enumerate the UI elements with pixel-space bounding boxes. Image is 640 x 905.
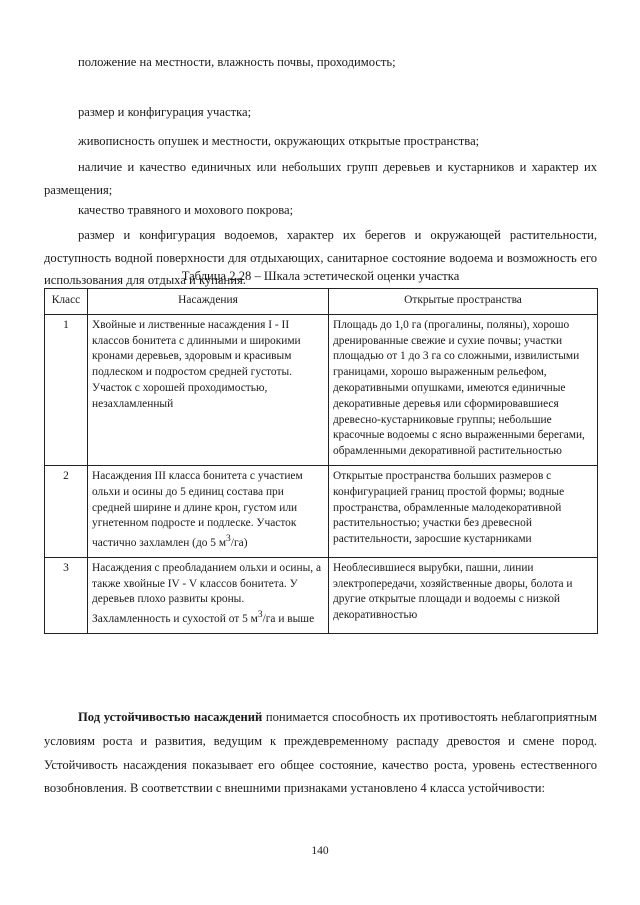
superscript: 3 [257,610,263,621]
stands-text: Насаждения III класса бонитета с участием ольхи и осины до 5 единиц состава при средней ширине и длине крон, густом или угнетенном подросте и подлеске. Участок частично захламлен (до 5 м [92,469,303,549]
stands-text: Насаждения с преобладанием ольхи и осины, а также хвойные IV - V классов бонитета. У деревьев плохо развиты кроны. Захламленность и сухостой от 5 м [92,561,322,625]
table-caption: Таблица 2.28 – Шкала эстетической оценки участка [181,269,460,283]
open-space-cell: Открытые пространства больших размеров с конфигурацией границ простой формы; водные пространства, обрамленные малодекоративной растительностью; участки без древесной растительности, заросшие кустарниками [329,465,598,557]
stability-paragraph [44,706,597,801]
class-cell: 2 [45,465,88,557]
open-space-cell: Необлесившиеся вырубки, пашни, линии электропередачи, хозяйственные дворы, болота и другие открытые площади и водоемы с низкой декоративностью [329,557,598,633]
header-class: Класс [45,289,88,315]
class-cell: 1 [45,314,88,465]
aesthetic-scale-table [44,288,598,634]
stability-text: понимается способность их противостоять неблагоприятным условиям роста и развития, ведущим к преждевременному распаду древостоя и смене пород. Устойчивость насаждения показывает его общее состояние, качество роста, уровень естественного возобновления. В соответствии с внешними признаками установлено 4 класса устойчивости: [44,710,597,796]
stands-text-end: /га и выше [262,612,315,625]
table-row [45,557,598,633]
criterion-trees: наличие и качество единичных или небольших групп деревьев и кустарников и характер их размещения; [44,160,597,197]
table-header-row [45,289,598,315]
page-number: 140 [311,845,329,857]
criterion-water: размер и конфигурация водоемов, характер их берегов и окружающей растительности, доступность водной поверхности для отдыхающих, санитарное состояние водоема и возможность его использования для отдыха и купания. [44,228,597,288]
superscript: 3 [226,534,231,545]
criterion-location: положение на местности, влажность почвы, проходимость; [78,55,396,69]
criterion-picturesqueness: живописность опушек и местности, окружающих открытые пространства; [78,134,480,148]
table-row [45,314,598,465]
stands-cell: Хвойные и лиственные насаждения I - II классов бонитета с длинными и широкими кронами деревьев, здоровым и красивым подлеском и подростом средней густоты. Участок с хорошей проходимостью, незахламленный [88,314,329,465]
stands-cell [88,465,329,557]
criterion-ground-cover: качество травяного и мохового покрова; [78,203,294,217]
stands-text-end: /га) [230,536,248,549]
header-stands: Насаждения [88,289,329,315]
class-cell: 3 [45,557,88,633]
stability-term: Под устойчивостью насаждений [78,710,263,724]
open-space-cell: Площадь до 1,0 га (прогалины, поляны), хорошо дренированные свежие и сухие почвы; участки площадью от 1 до 3 га со сложными, извилистыми границами, хорошо выраженным рельефом, декоративными опушками, имеются единичные декоративные деревья или сформировавшиеся древесно-кустарниковые группы; небольшие красочные водоемы с ясно выраженными берегами, обрамленными декоративной растительностью [329,314,598,465]
stands-cell [88,557,329,633]
header-open-spaces: Открытые пространства [329,289,598,315]
table-row [45,465,598,557]
criterion-size: размер и конфигурация участка; [78,105,252,119]
